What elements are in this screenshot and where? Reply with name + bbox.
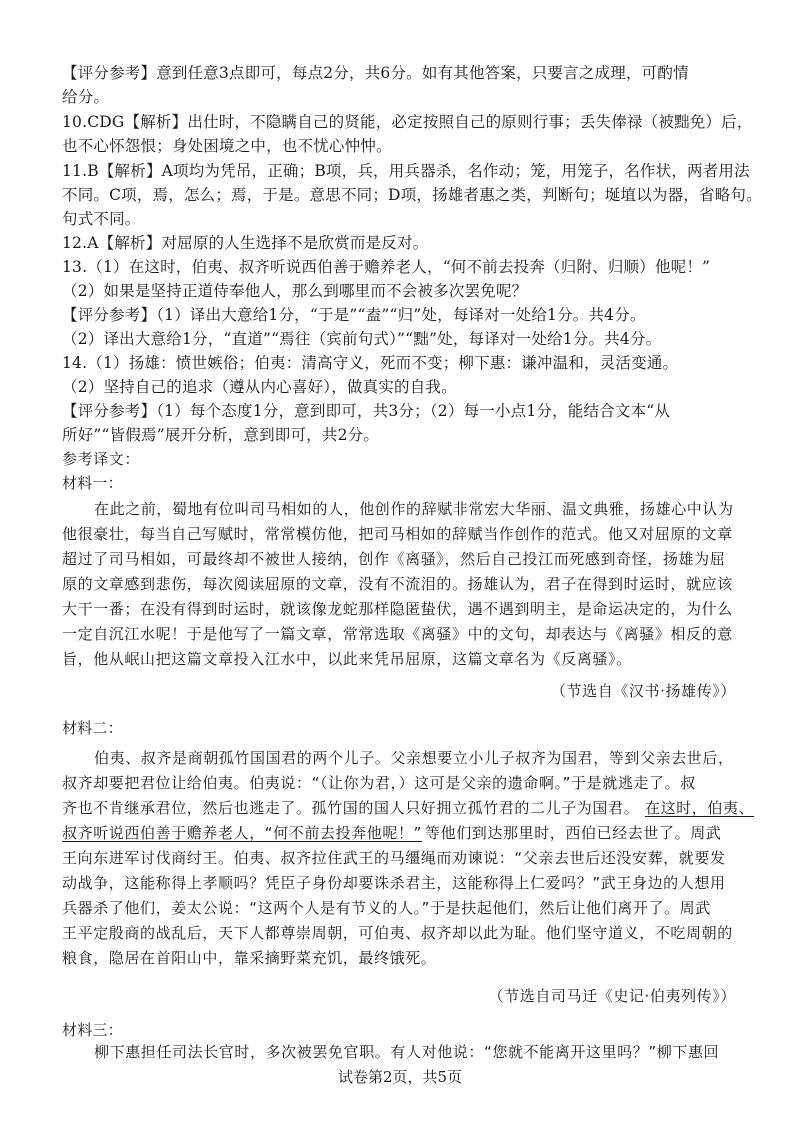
page-footer: 试卷第2页，共5页 <box>337 1068 463 1086</box>
answer-line: （2）如果是坚持正道侍奉他人，那么到哪里而不会被多次罢免呢？ <box>62 282 528 300</box>
material-one-line: 原的文章感到悲伤，每次阅读屈原的文章，没有不流泪的。扬雄认为，君子在得到时运时，就应该 <box>62 575 733 593</box>
material-two-line: 兵器杀了他们，姜太公说：“这两个人是有节义的人。”于是扶起他们，然后让他们离开了。周武 <box>62 899 711 917</box>
material-two-line: 叔齐却要把君位让给伯夷。伯夷说：“（让你为君，）这可是父亲的遗命啊。”于是就逃走了。叔 <box>62 774 696 792</box>
material-one-line: 超过了司马相如，可最终却不被世人接纳，创作《离骚》，然后自己投江而死感到奇怪，扬雄为屈 <box>62 550 726 568</box>
material-two-heading: 材料二： <box>62 719 123 737</box>
answer-line: 12.A【解析】对屈原的人生选择不是欣赏而是反对。 <box>62 234 429 252</box>
answer-line: 14.（1）扬雄：愤世嫉俗；伯夷：清高守义，死而不变；柳下惠：谦冲温和，灵活变通。 <box>62 354 679 372</box>
material-one-line: 在此之前，蜀地有位叫司马相如的人，他创作的辞赋非常宏大华丽、温文典雅，扬雄心中认为 <box>94 500 734 518</box>
material-two-line: 齐也不肯继承君位，然后也逃走了。孤竹国的国人只好拥立孤竹君的二儿子为国君。 <box>62 799 640 817</box>
material-three-heading: 材料三： <box>62 1021 123 1039</box>
material-two-line: 伯夷、叔齐是商朝孤竹国国君的两个儿子。父亲想要立小儿子叔齐为国君，等到父亲去世后， <box>94 749 734 767</box>
material-two-line: 粮食，隐居在首阳山中，靠采摘野菜充饥，最终饿死。 <box>62 949 437 967</box>
material-one-line: 他很豪壮，每当自己写赋时，常常模仿他，把司马相如的辞赋当作创作的范式。他又对屈原的文章 <box>62 525 733 543</box>
material-two-line: 动战争，这能称得上孝顺吗？凭臣子身份却要诛杀君主，这能称得上仁爱吗？”武王身边的人想用 <box>62 874 726 892</box>
answer-line: 句式不同。 <box>62 210 141 228</box>
material-three-line: 柳下惠担任司法长官时，多次被罢免官职。有人对他说：“您就不能离开这里吗？”柳下惠回 <box>94 1043 720 1061</box>
material-two-source: （节选自司马迁《史记·伯夷列传》） <box>488 987 736 1005</box>
answer-line: 【评分参考】（1）每个态度1分，意到即可，共3分；（2）每一小点1分，能结合文本“从 <box>62 402 671 420</box>
answer-line: （2）译出大意给1分，“直道”“焉往（宾前句式）”“黜”处，每译对一处给1分。共4分。 <box>62 330 662 348</box>
answer-line: 也不心怀怨恨；身处困境之中，也不忧心忡忡。 <box>62 137 392 155</box>
material-one-line: 一定自沉江水呢！于是他写了一篇文章，常常选取《离骚》中的文句，却表达与《离骚》相反的意 <box>62 625 733 643</box>
answer-line: （2）坚持自己的追求（遵从内心喜好），做真实的自我。 <box>62 378 457 396</box>
answer-line: 【评分参考】意到任意3点即可，每点2分，共6分。如有其他答案，只要言之成理，可酌情 <box>62 64 689 82</box>
answer-line: 给分。 <box>62 88 110 106</box>
material-one-line: 旨，他从岷山把这篇文章投入江水中，以此来凭吊屈原，这篇文章名为《反离骚》。 <box>62 650 632 668</box>
answer-line: 【评分参考】（1）译出大意给1分，“于是”“盍”“归”处，每译对一处给1分。共4分。 <box>62 306 646 324</box>
material-one-line: 大干一番；在没有得到时运时，就该像龙蛇那样隐匿蛰伏，遇不遇到明主，是命运决定的，为什么 <box>62 600 733 618</box>
answer-line: 10.CDG【解析】出仕时，不隐瞒自己的贤能，必定按照自己的原则行事；丢失俸禄（被黜免）后， <box>62 113 753 131</box>
answer-line: 不同。C项，焉，怎么；焉，于是。意思不同；D项，扬雄者惠之类，判断句；埏埴以为器，省略句。 <box>62 186 762 204</box>
answer-line: 13.（1）在这时，伯夷、叔齐听说西伯善于赡养老人，“何不前去投奔（归附、归顺）他呢！” <box>62 258 711 276</box>
answer-line: 11.B【解析】A项均为凭吊，正确；B项，兵，用兵器杀，名作动；笼，用笼子，名作状，两者用法 <box>62 162 750 180</box>
material-one-heading: 材料一： <box>62 474 123 492</box>
material-one-source: （节选自《汉书·扬雄传》） <box>550 682 736 700</box>
material-two-line: 等他们到达那里时，西伯已经去世了。周武 <box>425 824 722 842</box>
material-two-line: 王平定殷商的战乱后，天下人都尊崇周朝，可伯夷、叔齐却以此为耻。他们坚守道义，不吃周朝的 <box>62 924 733 942</box>
underlined-phrase: 在这时，伯夷、 <box>645 799 755 817</box>
material-two-line: 王向东进军讨伐商纣王。伯夷、叔齐拉住武王的马缰绳而劝谏说：“父亲去世后还没安葬，就要发 <box>62 849 726 867</box>
reference-translation-heading: 参考译文： <box>62 450 141 468</box>
answer-line: 所好”“皆假焉”展开分析，意到即可，共2分。 <box>62 426 380 444</box>
underlined-phrase: 叔齐听说西伯善于赡养老人，“何不前去投奔他呢！” <box>62 824 422 842</box>
